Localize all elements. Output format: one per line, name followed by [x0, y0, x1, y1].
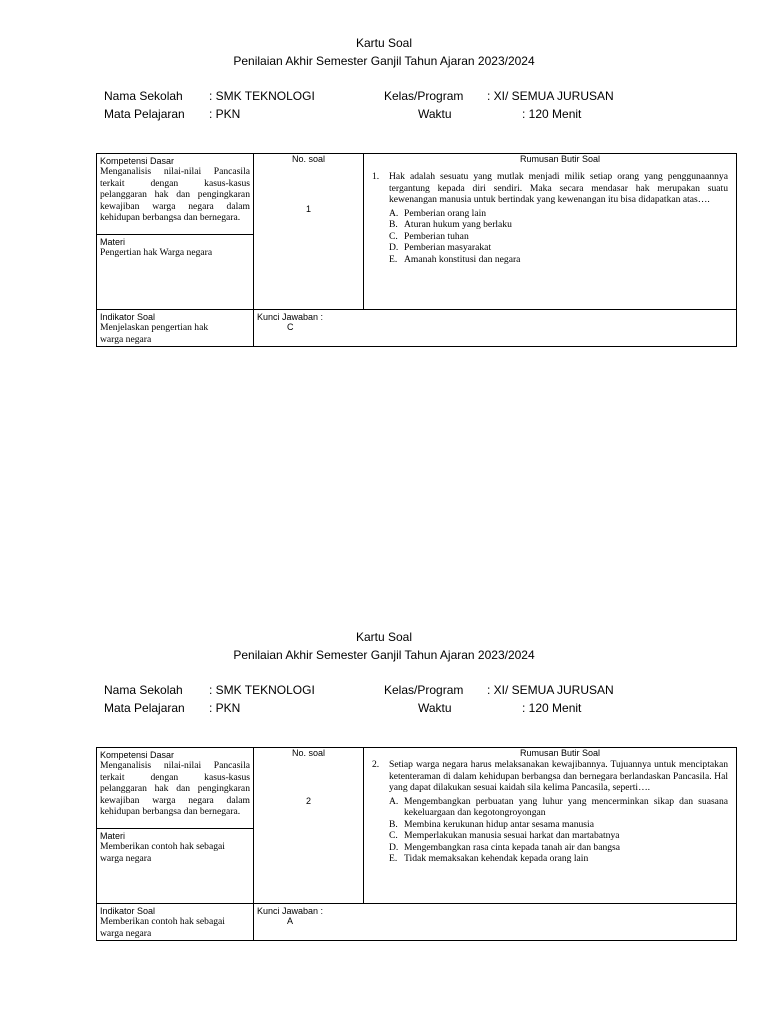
kd-header: Kompetensi Dasar: [100, 750, 175, 760]
option-b: [389, 819, 728, 831]
indikator-cell: [97, 310, 254, 347]
class-label: Kelas/Program: [384, 89, 464, 103]
option-letter: C.: [389, 230, 398, 242]
kunci-header: Kunci Jawaban :: [257, 906, 324, 916]
card-subtitle: Penilaian Akhir Semester Ganjil Tahun Ajaran 2023/2024: [233, 648, 535, 662]
class-label: Kelas/Program: [384, 683, 464, 697]
question: [372, 171, 728, 206]
option-d: [389, 842, 728, 854]
school-value: : SMK TEKNOLOGI: [209, 683, 315, 697]
kunci-cell: [254, 904, 737, 941]
option-letter: D.: [389, 242, 399, 253]
materi-text: Pengertian hak Warga negara: [100, 247, 213, 258]
option-letter: B.: [389, 219, 398, 230]
kd-text: Menganalisis nilai-nilai Pancasila terkait dengan kasus-kasus pelanggaran hak dan pengingkaran kewajiban warga negara dalam kehidupan berbangsa dan bernegara.: [100, 166, 250, 223]
no-soal-header: No. soal: [291, 154, 326, 164]
question-table: [96, 747, 737, 941]
rumusan-header: Rumusan Butir Soal: [519, 748, 601, 758]
no-soal-header: No. soal: [291, 748, 326, 758]
subject-value: : PKN: [209, 107, 241, 121]
option-text: Aturan hukum yang berlaku: [404, 219, 512, 230]
option-e: [389, 853, 728, 865]
materi-header: Materi: [100, 237, 126, 247]
option-text: Membina kerukunan hidup antar sesama manusia: [404, 818, 594, 830]
materi-text: Memberikan contoh hak sebagai warga negara: [100, 841, 225, 864]
option-text: Pemberian orang lain: [404, 207, 487, 219]
time-value: : 120 Menit: [522, 107, 582, 121]
option-letter: A.: [389, 795, 399, 807]
answer-options: [389, 208, 728, 266]
kunci-value: A: [287, 916, 294, 926]
time-label: Waktu: [418, 701, 452, 715]
option-e: [389, 254, 728, 266]
no-soal-cell: [254, 154, 364, 310]
indikator-text: Memberikan contoh hak sebagai warga negara: [100, 916, 225, 939]
school-label: Nama Sekolah: [104, 683, 183, 697]
subject-value: : PKN: [209, 701, 241, 715]
class-value: : XI/ SEMUA JURUSAN: [487, 683, 614, 697]
rumusan-cell: [364, 748, 737, 904]
materi-cell: [97, 829, 254, 904]
option-d: [389, 242, 728, 254]
option-text: Mengembangkan rasa cinta kepada tanah air dan bangsa: [404, 841, 621, 853]
kunci-value: C: [287, 322, 294, 332]
question: [372, 759, 728, 794]
option-text: Amanah konstitusi dan negara: [404, 253, 521, 265]
option-letter: C.: [389, 830, 398, 841]
option-b: [389, 219, 728, 231]
question-number: 1.: [372, 171, 380, 182]
question-table: [96, 153, 737, 347]
option-text: Pemberian masyarakat: [404, 242, 492, 253]
indikator-text: Menjelaskan pengertian hak warga negara: [100, 322, 209, 345]
question-text: Setiap warga negara harus melaksanakan kewajibannya. Tujuannya untuk menciptakan ketenteraman di dalam kehidupan berbangsa dan bernegara berlandaskan Pancasila. Hal yang dapat dilakukan sesuai kaidah sila kelima Pancasila, seperti….: [389, 759, 728, 793]
question-number: 2.: [372, 759, 380, 770]
answer-options: [389, 796, 728, 865]
question-text: Hak adalah sesuatu yang mutlak menjadi milik setiap orang yang penggunaannya tergantung kepada diri sendiri. Maka secara mendasar hak merupakan suatu kewenangan manusia untuk bertindak yang kewenangan itu bisa didapatkan atas….: [389, 171, 728, 205]
kd-cell: [97, 748, 254, 829]
option-c: [389, 830, 728, 842]
option-a: [389, 208, 728, 220]
option-a: [389, 796, 728, 819]
indikator-header: Indikator Soal: [100, 906, 156, 916]
option-letter: E.: [389, 853, 398, 864]
option-letter: B.: [389, 818, 398, 830]
subject-label: Mata Pelajaran: [104, 107, 185, 121]
kunci-header: Kunci Jawaban :: [257, 312, 324, 322]
rumusan-header: Rumusan Butir Soal: [519, 154, 601, 164]
no-soal-value: 2: [305, 796, 311, 806]
class-value: : XI/ SEMUA JURUSAN: [487, 89, 614, 103]
materi-header: Materi: [100, 831, 126, 841]
option-text: Memperlakukan manusia sesuai harkat dan martabatnya: [404, 830, 620, 841]
option-letter: A.: [389, 207, 399, 219]
card-title: Kartu Soal: [355, 630, 413, 644]
no-soal-value: 1: [305, 204, 311, 214]
option-text: Tidak memaksakan kehendak kepada orang lain: [404, 853, 589, 864]
no-soal-cell: [254, 748, 364, 904]
kunci-cell: [254, 310, 737, 347]
option-letter: D.: [389, 841, 399, 853]
option-c: [389, 231, 728, 243]
option-text: Pemberian tuhan: [404, 230, 469, 242]
subject-label: Mata Pelajaran: [104, 701, 185, 715]
materi-cell: [97, 235, 254, 310]
indikator-cell: [97, 904, 254, 941]
kd-header: Kompetensi Dasar: [100, 156, 175, 166]
indikator-header: Indikator Soal: [100, 312, 156, 322]
kd-cell: [97, 154, 254, 235]
school-value: : SMK TEKNOLOGI: [209, 89, 315, 103]
card-title: Kartu Soal: [355, 36, 413, 50]
kd-text: Menganalisis nilai-nilai Pancasila terkait dengan kasus-kasus pelanggaran hak dan pengingkaran kewajiban warga negara dalam kehidupan berbangsa dan bernegara.: [100, 760, 250, 817]
time-label: Waktu: [418, 107, 452, 121]
rumusan-cell: [364, 154, 737, 310]
school-label: Nama Sekolah: [104, 89, 183, 103]
time-value: : 120 Menit: [522, 701, 582, 715]
option-letter: E.: [389, 253, 398, 265]
option-text: Mengembangkan perbuatan yang luhur yang mencerminkan sikap dan suasana kekeluargaan dan kegotongroyongan: [404, 795, 728, 818]
card-subtitle: Penilaian Akhir Semester Ganjil Tahun Ajaran 2023/2024: [233, 54, 535, 68]
